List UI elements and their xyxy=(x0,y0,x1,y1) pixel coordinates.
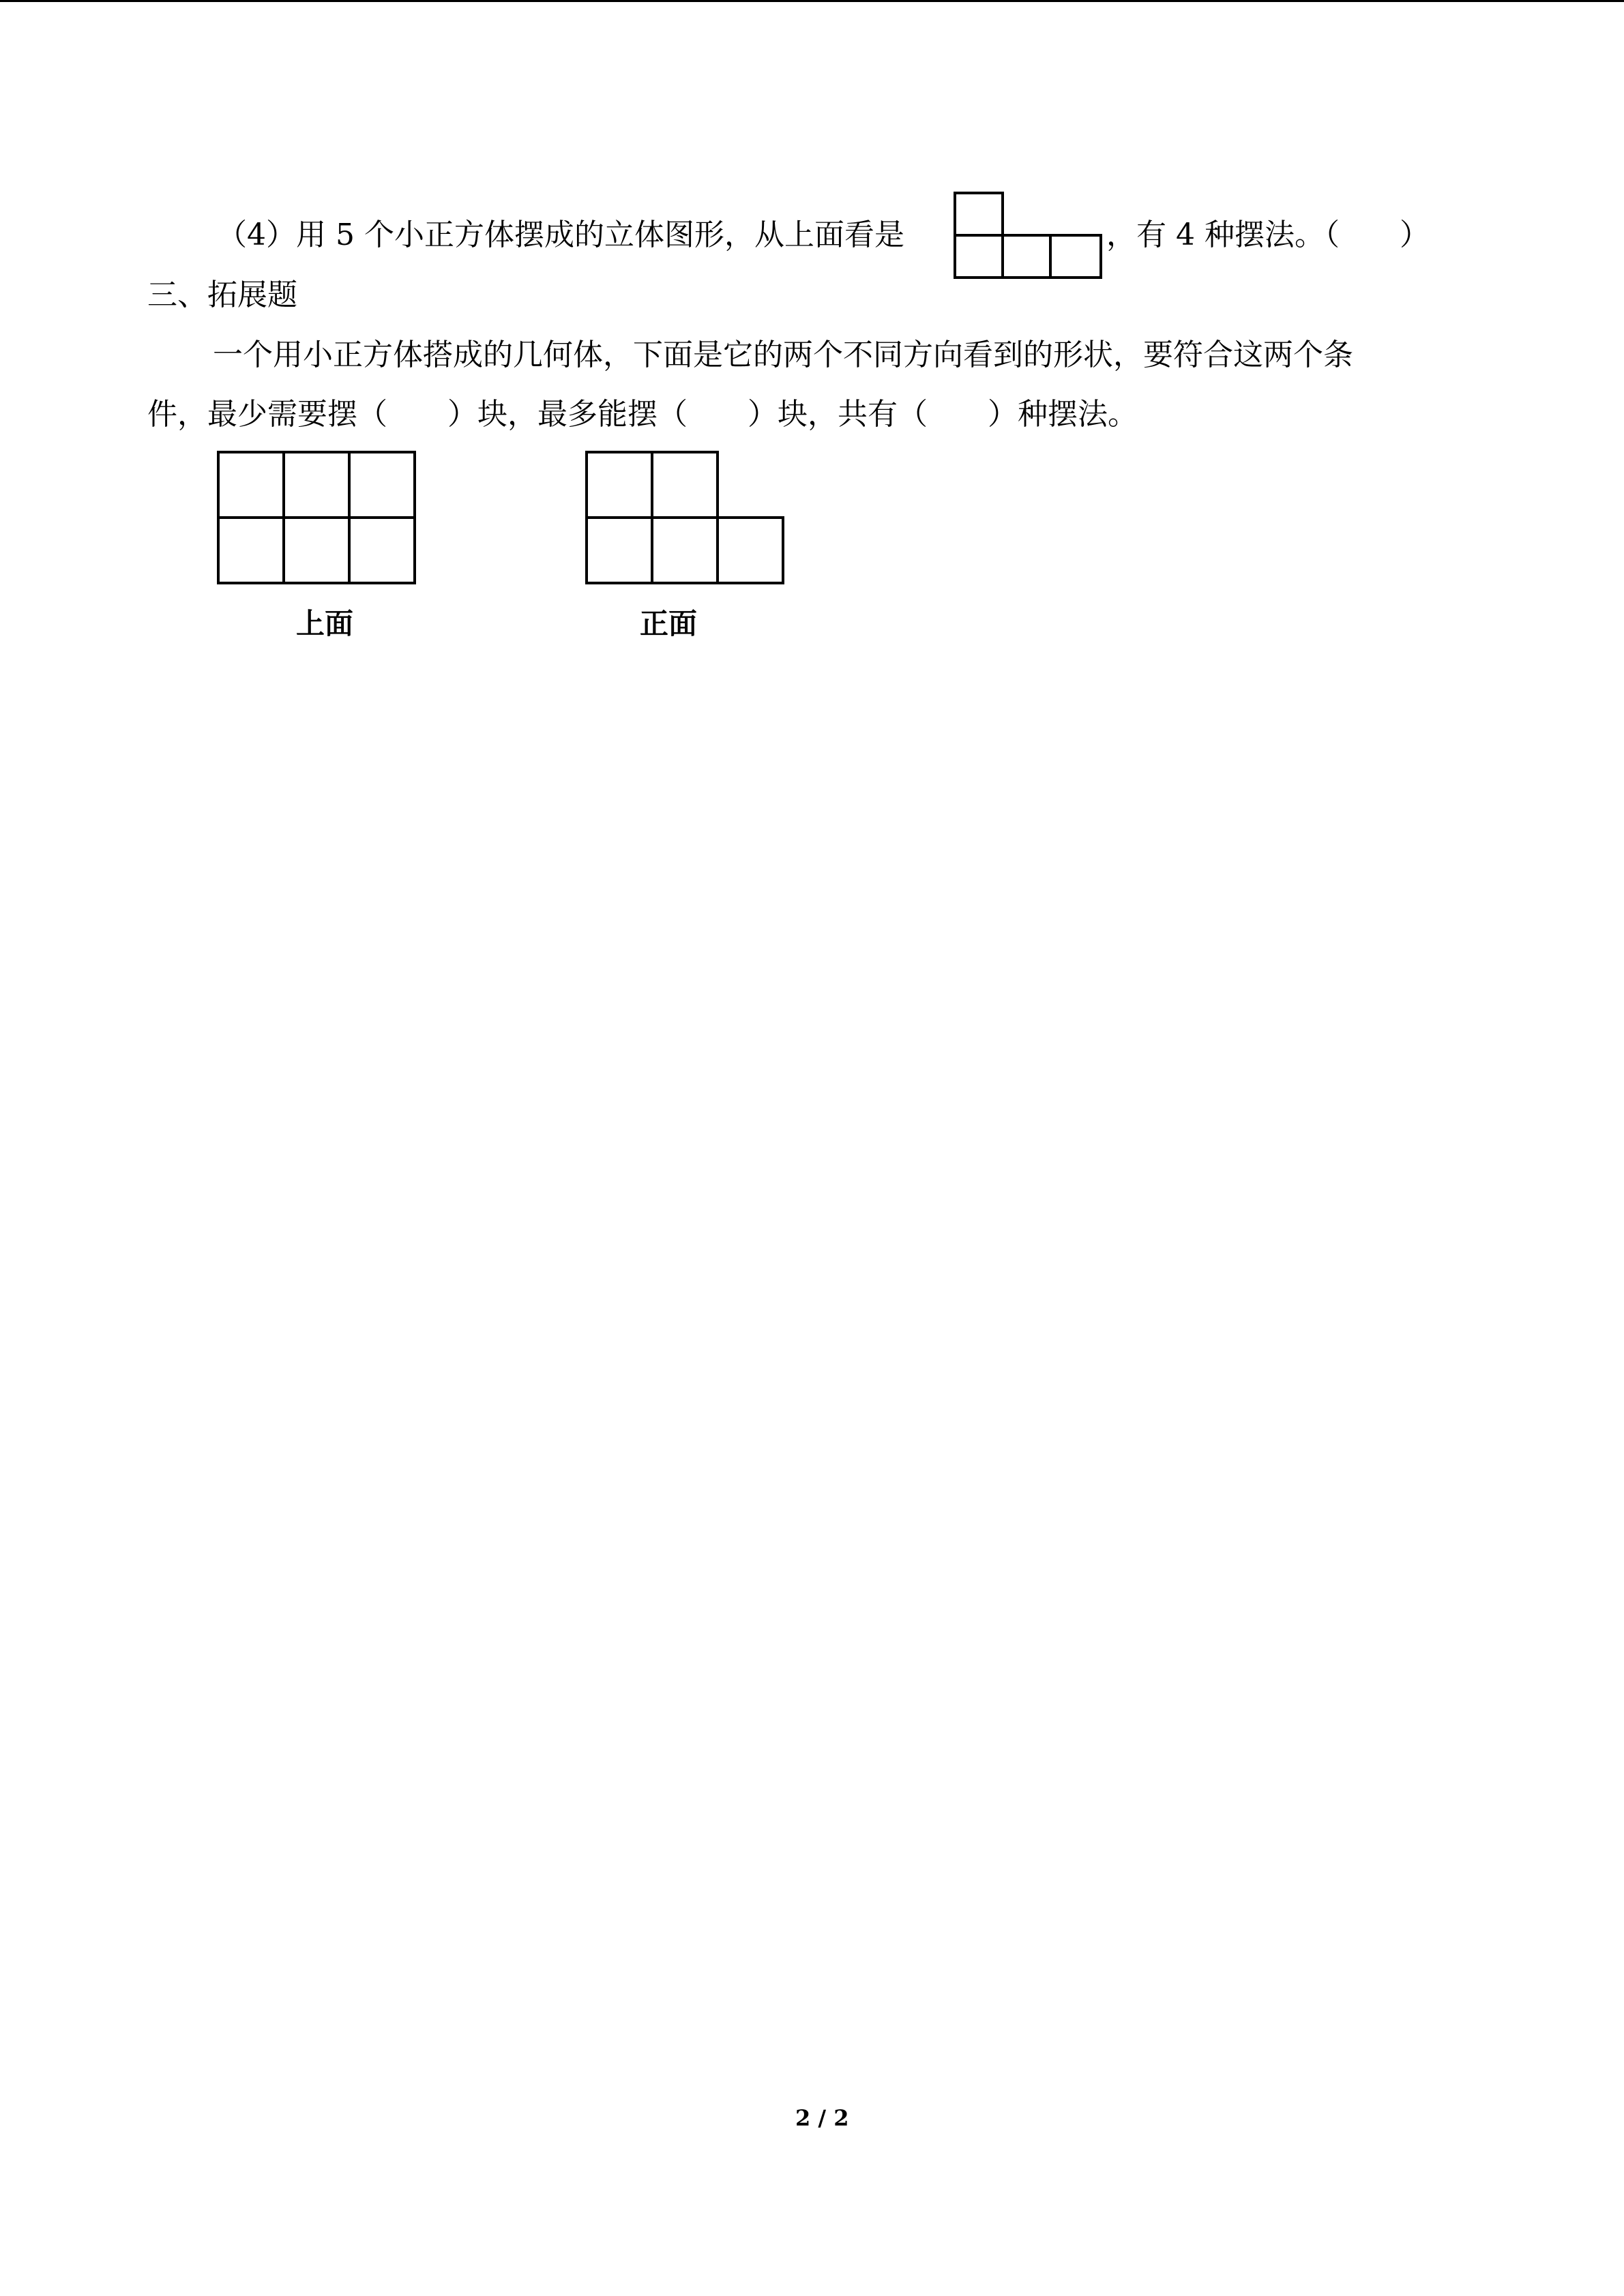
front-view-square xyxy=(716,516,784,584)
top-view-square xyxy=(282,451,351,519)
front-view-label: 正面 xyxy=(640,607,698,640)
q4-square xyxy=(1001,234,1052,279)
front-view-square xyxy=(651,451,719,519)
top-view-square xyxy=(282,516,351,584)
problem-line-1: 一个用小正方体搭成的几何体，下面是它的两个不同方向看到的形状，要符合这两个条 xyxy=(213,338,1353,372)
q4-text-before: （4）用 5 个小正方体摆成的立体图形，从上面看是 xyxy=(217,218,904,252)
q4-square xyxy=(954,192,1004,237)
top-view-label: 上面 xyxy=(296,607,354,640)
q4-text-after: ，有 4 种摆法。（ ） xyxy=(1106,218,1430,252)
problem-line-2: 件，最少需要摆（ ）块，最多能摆（ ）块，共有（ ）种摆法。 xyxy=(147,397,1138,432)
top-view-square xyxy=(348,516,416,584)
top-view-square xyxy=(217,516,285,584)
q4-square xyxy=(954,234,1004,279)
top-view-square xyxy=(348,451,416,519)
front-view-square xyxy=(651,516,719,584)
front-view-square xyxy=(585,516,653,584)
section-heading: 三、拓展题 xyxy=(147,278,297,312)
page-top-border xyxy=(0,0,1624,2)
q4-square xyxy=(1049,234,1102,279)
page-number: 2 / 2 xyxy=(795,2105,849,2131)
top-view-square xyxy=(217,451,285,519)
front-view-square xyxy=(585,451,653,519)
